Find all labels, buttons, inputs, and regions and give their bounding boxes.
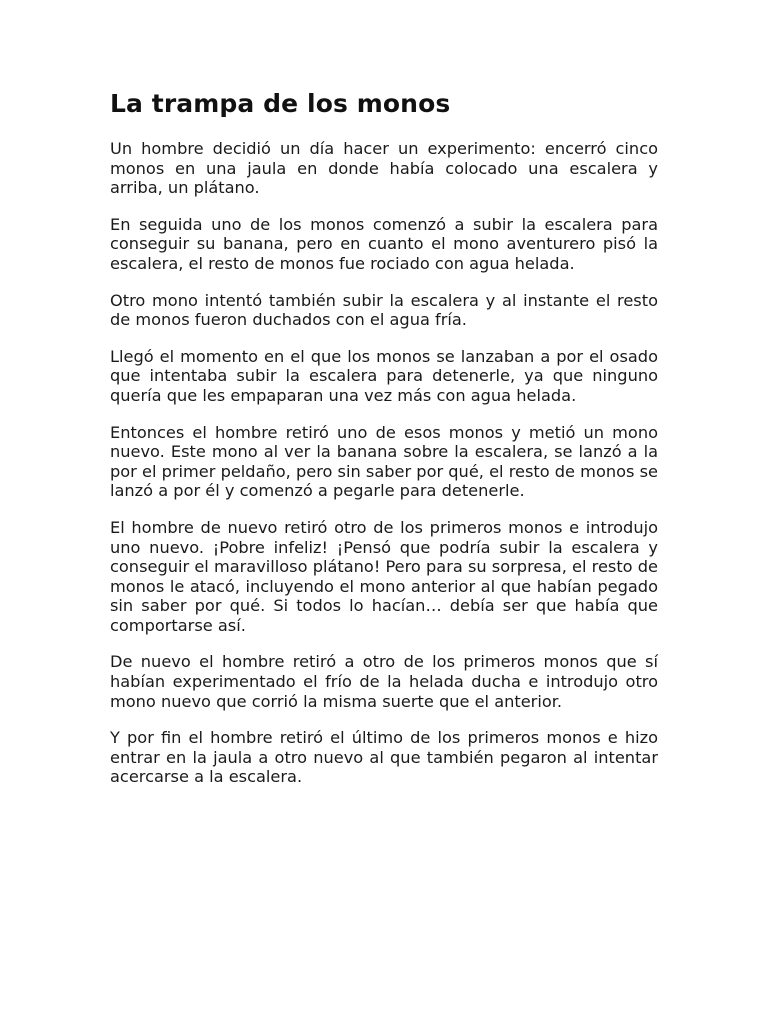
paragraph-6: El hombre de nuevo retiró otro de los primeros monos e introdujo uno nuevo. ¡Pobre infeliz! ¡Pensó que podría subir la escalera y conseguir el maravilloso plátano! Pero para su sorpresa, el resto de monos le atacó, incluyendo el mono anterior al que habían pegado sin saber por qué. Si todos lo hacían… debía ser que había que comportarse así. — [110, 517, 658, 635]
document-title: La trampa de los monos — [110, 89, 451, 118]
paragraph-8: Y por fin el hombre retiró el último de los primeros monos e hizo entrar en la jaula a otro nuevo al que también pegaron al intentar acercarse a la escalera. — [110, 728, 658, 787]
paragraph-7: De nuevo el hombre retiró a otro de los primeros monos que sí habían experimentado el frío de la helada ducha e introdujo otro mono nuevo que corrió la misma suerte que el anterior. — [110, 652, 658, 711]
paragraph-5: Entonces el hombre retiró uno de esos monos y metió un mono nuevo. Este mono al ver la banana sobre la escalera, se lanzó a la por el primer peldaño, pero sin saber por qué, el resto de monos se lanzó a por él y comenzó a pegarle para detenerle. — [110, 422, 658, 501]
paragraph-2: En seguida uno de los monos comenzó a subir la escalera para conseguir su banana, pero en cuanto el mono aventurero pisó la escalera, el resto de monos fue rociado con agua helada. — [110, 214, 658, 273]
paragraph-4: Llegó el momento en el que los monos se lanzaban a por el osado que intentaba subir la escalera para detenerle, ya que ninguno quería que les empaparan una vez más con agua helada. — [110, 346, 658, 405]
paragraph-1: Un hombre decidió un día hacer un experimento: encerró cinco monos en una jaula en donde había colocado una escalera y arriba, un plátano. — [110, 139, 658, 198]
paragraph-3: Otro mono intentó también subir la escalera y al instante el resto de monos fueron duchados con el agua fría. — [110, 290, 658, 330]
